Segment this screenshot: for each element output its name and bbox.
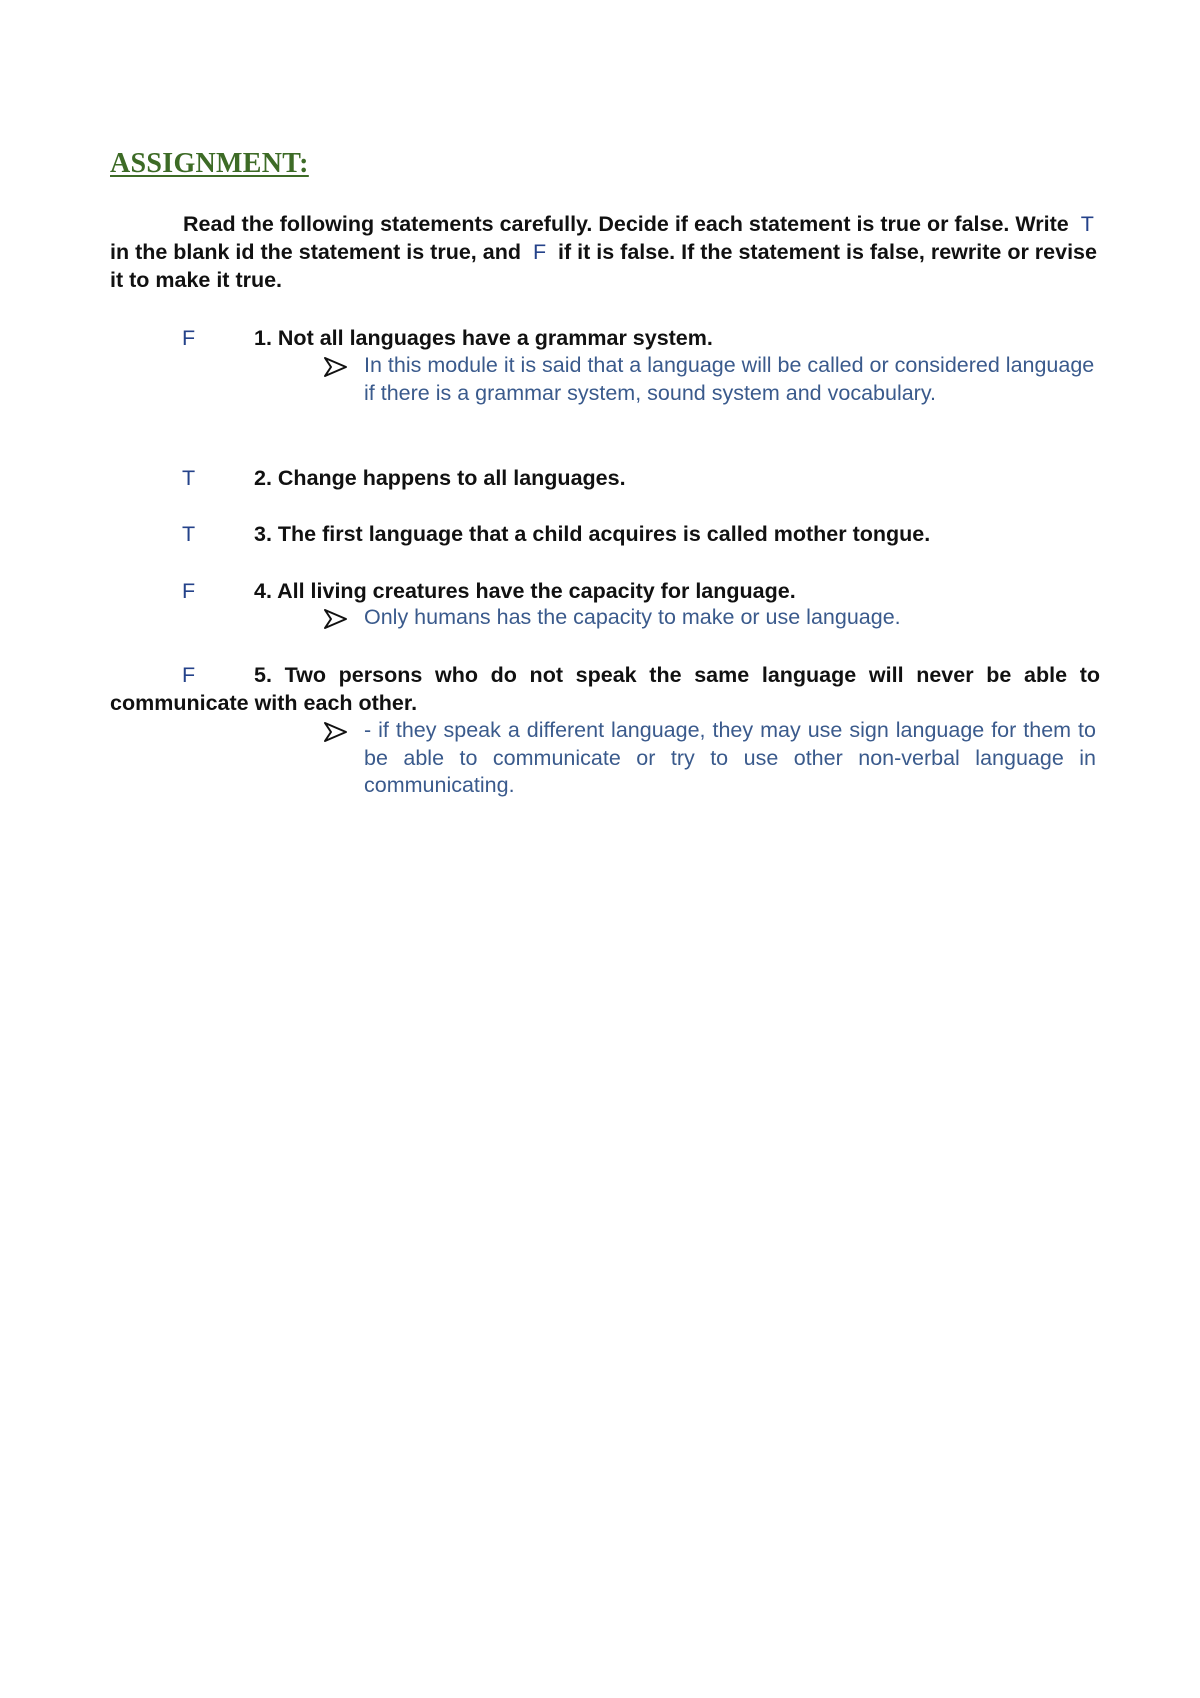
statement-1: 1. Not all languages have a grammar system. <box>254 326 713 350</box>
note-4: Only humans has the capacity to make or use language. <box>364 605 901 629</box>
false-letter: F <box>532 240 547 264</box>
note-1: In this module it is said that a language will be called or considered language if there is a grammar system, sound system and vocabulary. <box>364 353 1095 405</box>
instructions-text-2: in the blank id the statement is true, and <box>110 240 527 264</box>
arrow-bullet-icon <box>323 607 349 631</box>
answer-2: T <box>182 466 196 490</box>
arrow-bullet-icon <box>323 720 349 744</box>
true-letter: T <box>1080 212 1094 236</box>
statement-3: 3. The first language that a child acquires is called mother tongue. <box>254 522 931 546</box>
instructions-text-1: Read the following statements carefully. Decide if each statement is true or false. Write <box>183 212 1075 236</box>
answer-5: F <box>182 663 196 687</box>
instructions-paragraph <box>110 210 1100 294</box>
answer-4: F <box>182 579 196 603</box>
assignment-title: ASSIGNMENT: <box>110 148 309 179</box>
statement-4: 4. All living creatures have the capacity for language. <box>254 579 796 603</box>
instructions-text-3: if it is false. If the statement is false, rewrite or revise it to make it true. <box>110 240 1097 292</box>
answer-3: T <box>182 522 196 546</box>
statement-2: 2. Change happens to all languages. <box>254 466 626 490</box>
note-5: - if they speak a different language, they may use sign language for them to be able to communicate or try to use other non-verbal language in communicating. <box>364 718 1096 797</box>
arrow-bullet-icon <box>323 355 349 379</box>
answer-1: F <box>182 326 196 350</box>
statement-5: 5. Two persons who do not speak the same language will never be able to communicate with each other. <box>110 663 1100 715</box>
